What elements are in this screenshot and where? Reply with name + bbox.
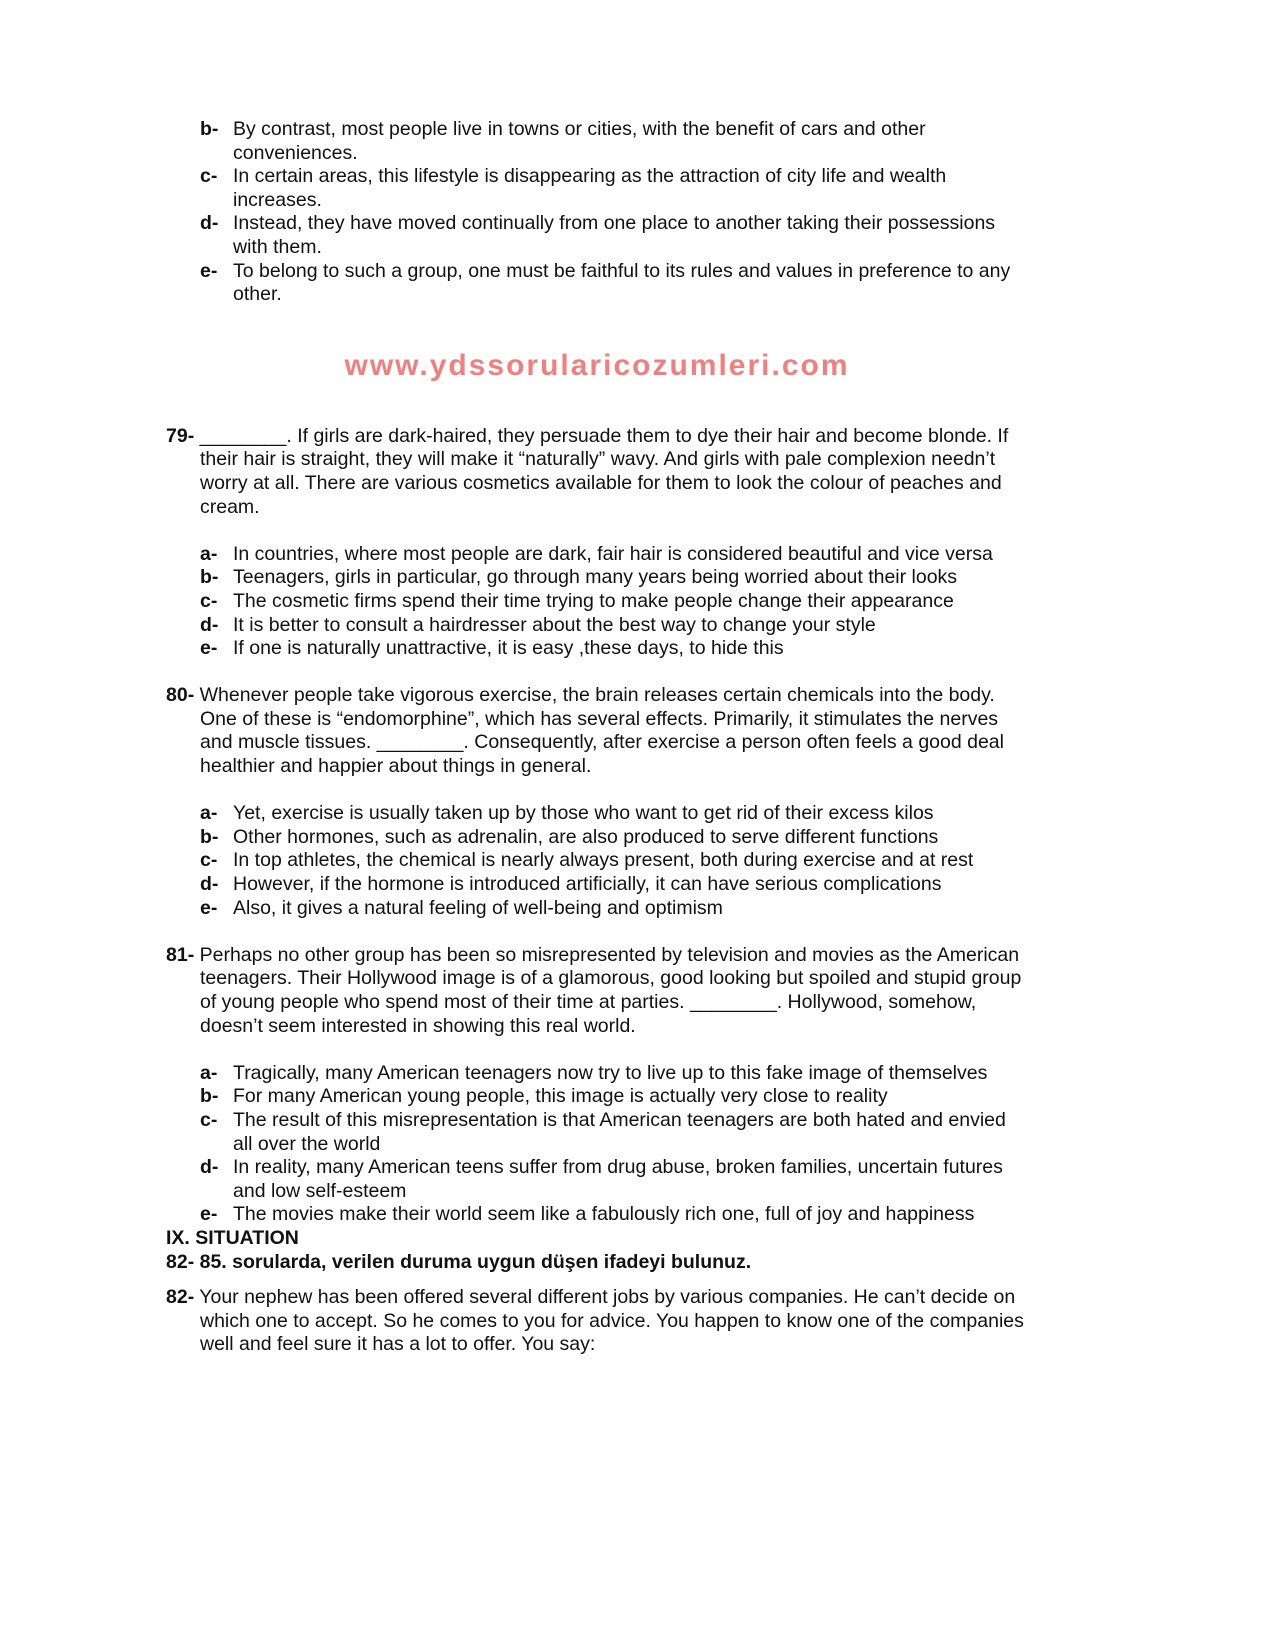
watermark-area bbox=[166, 307, 1028, 425]
option-letter: c- bbox=[200, 589, 218, 612]
answer-option bbox=[200, 826, 1028, 850]
answer-option bbox=[200, 873, 1028, 897]
option-letter: d- bbox=[200, 613, 219, 636]
option-text: In countries, where most people are dark, fair hair is considered beautiful and vice versa bbox=[233, 542, 993, 565]
option-text: Instead, they have moved continually from one place to another taking their possessions with them. bbox=[233, 212, 996, 258]
option-letter: d- bbox=[200, 873, 219, 896]
option-text: If one is naturally unattractive, it is easy ,these days, to hide this bbox=[233, 637, 784, 660]
watermark: www.ydssorularicozumleri.com bbox=[344, 348, 850, 382]
answer-option bbox=[200, 637, 1028, 661]
option-letter: b- bbox=[200, 118, 219, 140]
option-letter: c- bbox=[200, 1108, 218, 1131]
question-text: ________. If girls are dark-haired, they persuade them to dye their hair and become blonde. If their hair is straight, they will make it “naturally” wavy. And girls with pale complexion needn’t worry at all. There are various cosmetics available for them to look the colour of peaches and cream. bbox=[199, 424, 1009, 518]
option-letter: b- bbox=[200, 825, 219, 848]
question-81 bbox=[166, 944, 1028, 1038]
question-81-options bbox=[166, 1062, 1028, 1227]
answer-option bbox=[200, 543, 1028, 567]
question-80-options bbox=[166, 802, 1028, 920]
answer-option bbox=[200, 802, 1028, 826]
option-text: In reality, many American teens suffer from drug abuse, broken families, uncertain futures and low self-esteem bbox=[233, 1156, 1003, 1202]
answer-option bbox=[200, 590, 1028, 614]
option-text: Teenagers, girls in particular, go through many years being worried about their looks bbox=[233, 566, 958, 589]
question-79 bbox=[166, 425, 1028, 519]
option-text: Yet, exercise is usually taken up by those who want to get rid of their excess kilos bbox=[233, 802, 934, 825]
answer-option bbox=[200, 1203, 1028, 1227]
answer-option bbox=[200, 1062, 1028, 1086]
answer-option bbox=[200, 260, 1028, 307]
answer-option bbox=[200, 614, 1028, 638]
question-number: 81- bbox=[166, 943, 195, 966]
option-letter: e- bbox=[200, 259, 218, 282]
option-text: It is better to consult a hairdresser about the best way to change your style bbox=[233, 613, 876, 636]
option-letter: b- bbox=[200, 1085, 219, 1108]
option-text: The cosmetic firms spend their time trying to make people change their appearance bbox=[233, 589, 954, 612]
answer-option bbox=[200, 1109, 1028, 1156]
option-letter: b- bbox=[200, 566, 219, 589]
option-letter: c- bbox=[200, 165, 218, 188]
question-number: 79- bbox=[166, 424, 195, 447]
option-letter: e- bbox=[200, 896, 218, 919]
option-letter: c- bbox=[200, 849, 218, 872]
section-instruction: 82- 85. sorularda, verilen duruma uygun düşen ifadeyi bulunuz. bbox=[166, 1250, 752, 1273]
question-text: Your nephew has been offered several different jobs by various companies. He can’t decide on which one to accept. So he comes to you for advice. You happen to know one of the companies well and feel sure it has a lot to offer. You say: bbox=[199, 1286, 1024, 1356]
question-82 bbox=[166, 1286, 1028, 1357]
question-text: Whenever people take vigorous exercise, the brain releases certain chemicals into the body. One of these is “endomorphine”, which has several effects. Primarily, it stimulates the nerves and muscle tissues. ________. Consequently, after exercise a person often feels a good deal healthier and happier about things in general. bbox=[199, 684, 1004, 778]
question-80 bbox=[166, 684, 1028, 778]
option-text: The result of this misrepresentation is that American teenagers are both hated and envied all over the world bbox=[233, 1108, 1006, 1155]
option-text: Tragically, many American teenagers now try to live up to this fake image of themselves bbox=[233, 1061, 988, 1084]
option-letter: a- bbox=[200, 1061, 218, 1084]
question-78-options bbox=[166, 118, 1028, 307]
option-text: In certain areas, this lifestyle is disappearing as the attraction of city life and wealth increases. bbox=[233, 165, 947, 211]
option-text: In top athletes, the chemical is nearly always present, both during exercise and at rest bbox=[233, 849, 974, 872]
answer-option bbox=[200, 1085, 1028, 1109]
answer-option bbox=[200, 566, 1028, 590]
option-text: For many American young people, this image is actually very close to reality bbox=[233, 1085, 888, 1108]
question-79-options bbox=[166, 543, 1028, 661]
option-letter: d- bbox=[200, 1156, 219, 1179]
question-number: 82- bbox=[166, 1286, 195, 1309]
question-number: 80- bbox=[166, 684, 195, 707]
answer-option bbox=[200, 1156, 1028, 1203]
option-text: To belong to such a group, one must be faithful to its rules and values in preference to any other. bbox=[233, 259, 1011, 306]
option-text: Also, it gives a natural feeling of well-being and optimism bbox=[233, 896, 723, 919]
section-title: IX. SITUATION bbox=[166, 1226, 299, 1249]
answer-option bbox=[200, 165, 1028, 212]
option-text: By contrast, most people live in towns or cities, with the benefit of cars and other conveniences. bbox=[233, 118, 926, 164]
option-text: Other hormones, such as adrenalin, are also produced to serve different functions bbox=[233, 825, 939, 848]
option-letter: a- bbox=[200, 802, 218, 825]
question-text: Perhaps no other group has been so misrepresented by television and movies as the American teenagers. Their Hollywood image is of a glamorous, good looking but spoiled and stupid group of young people who spend most of their time at parties. ________. Hollywood, somehow, doesn’t seem interested in showing this real world. bbox=[199, 943, 1022, 1037]
answer-option bbox=[200, 118, 1028, 165]
option-text: However, if the hormone is introduced artificially, it can have serious complications bbox=[233, 873, 942, 896]
option-letter: e- bbox=[200, 637, 218, 660]
option-letter: a- bbox=[200, 542, 218, 565]
answer-option bbox=[200, 212, 1028, 259]
option-letter: d- bbox=[200, 212, 219, 235]
option-letter: e- bbox=[200, 1203, 218, 1226]
option-text: The movies make their world seem like a fabulously rich one, full of joy and happiness bbox=[233, 1203, 975, 1226]
answer-option bbox=[200, 849, 1028, 873]
document-page bbox=[166, 118, 1028, 1357]
answer-option bbox=[200, 897, 1028, 921]
